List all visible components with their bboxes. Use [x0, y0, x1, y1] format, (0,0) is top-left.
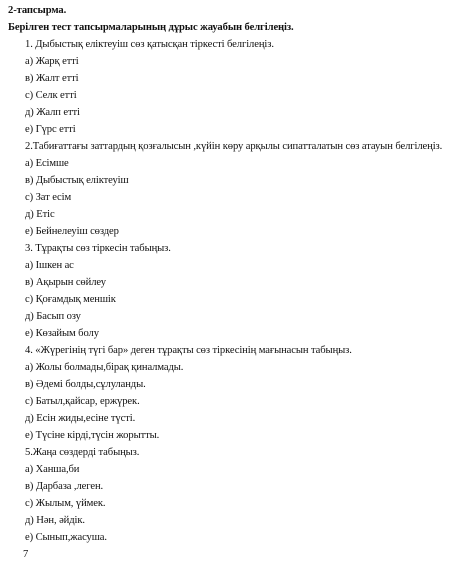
instruction-text: Берілген тест тапсырмаларының дұрыс жауабын белгілеңіз. [8, 22, 294, 33]
question-5-option-d: д) Нән, әйдік. [25, 515, 85, 526]
question-3-option-a: а) Ішкен ас [25, 260, 74, 271]
question-5-option-e: е) Сынып,жасуша. [25, 532, 107, 543]
question-5-option-a: а) Ханша,би [25, 464, 80, 475]
question-5: 5.Жаңа сөздерді табыңыз. [25, 447, 140, 458]
question-1-option-c: с) Селк етті [25, 90, 77, 101]
question-4: 4. «Жүрегінің түгі бар» деген тұрақты сөз тіркесінің мағынасын табыңыз. [25, 345, 352, 356]
question-3-option-b: в) Ақырын сөйлеу [25, 277, 106, 288]
cut-off-next-line: 7 [23, 549, 29, 560]
question-5-option-c: с) Жылым, үймек. [25, 498, 106, 509]
question-3: 3. Тұрақты сөз тіркесін табыңыз. [25, 243, 171, 254]
question-2-option-b: в) Дыбыстық еліктеуіш [25, 175, 129, 186]
question-4-option-d: д) Есін жиды,есіне түсті. [25, 413, 136, 424]
question-1: 1. Дыбыстық еліктеуіш сөз қатысқан тіркесті белгілеңіз. [25, 39, 274, 50]
question-3-option-d: д) Басып озу [25, 311, 81, 322]
question-2-option-d: д) Етіс [25, 209, 55, 220]
question-4-option-c: с) Батыл,қайсар, ержүрек. [25, 396, 140, 407]
question-1-option-b: в) Жалт етті [25, 73, 79, 84]
question-3-option-e: е) Көзайым болу [25, 328, 99, 339]
question-4-option-e: е) Түсіне кірді,түсін жорытты. [25, 430, 160, 441]
question-4-option-a: а) Жолы болмады,бірақ қиналмады. [25, 362, 184, 373]
question-2-option-e: е) Бейнелеуіш сөздер [25, 226, 119, 237]
question-1-option-a: а) Жарқ етті [25, 56, 79, 67]
question-5-option-b: в) Дарбаза ,леген. [25, 481, 104, 492]
question-2-option-c: с) Зат есім [25, 192, 72, 203]
assignment-title: 2-тапсырма. [8, 5, 67, 16]
question-1-option-e: е) Гүрс етті [25, 124, 76, 135]
question-3-option-c: с) Қоғамдық меншік [25, 294, 116, 305]
question-2-option-a: а) Есімше [25, 158, 69, 169]
question-2: 2.Табиғаттағы заттардың қозғалысын ,күйін көру арқылы сипатталатын сөз атауын белгілеңіз. [25, 141, 443, 152]
question-1-option-d: д) Жалп етті [25, 107, 80, 118]
question-4-option-b: в) Әдемі болды,сұлуланды. [25, 379, 146, 390]
